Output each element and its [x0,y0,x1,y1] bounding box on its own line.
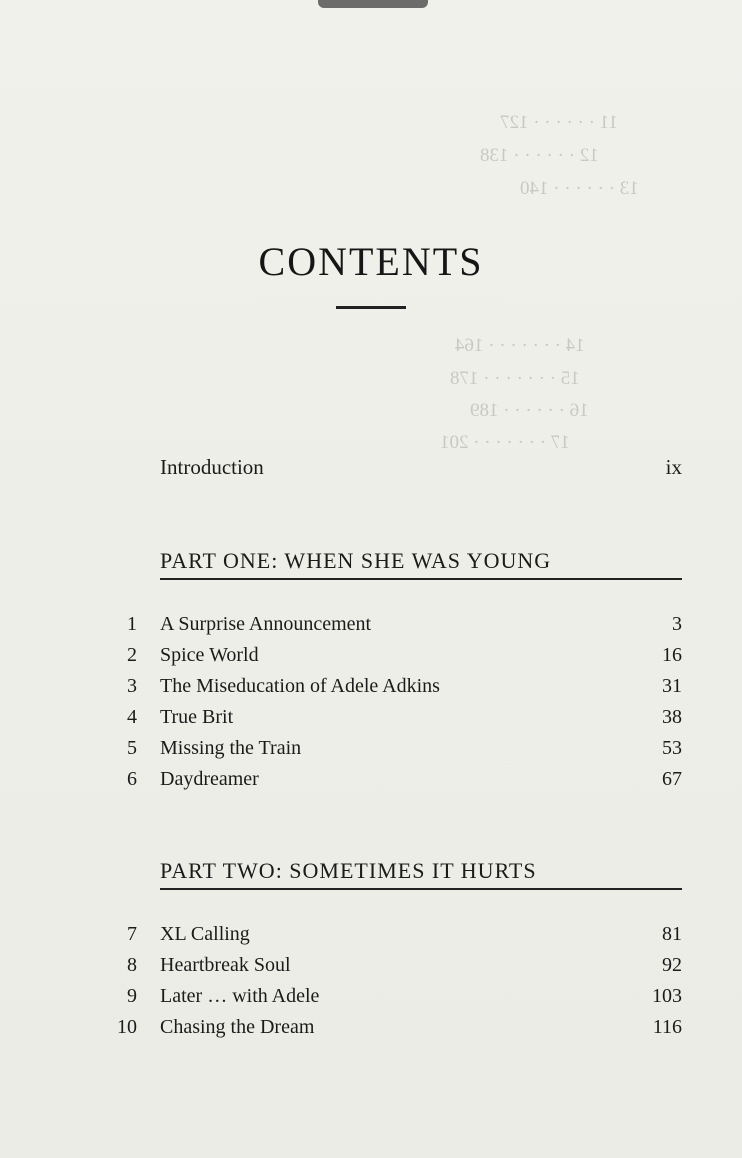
chapter-page: 67 [662,768,682,790]
chapter-page: 31 [662,675,682,697]
ghost-line: 13 · · · · · · 140 [520,178,639,199]
chapter-number: 10 [117,1016,137,1038]
chapter-number: 8 [127,954,137,976]
chapter-page: 53 [662,737,682,759]
chapter-number: 5 [127,737,137,759]
chapter-title: Missing the Train [160,737,302,759]
toc-entry [100,737,682,763]
chapter-page: 38 [662,706,682,728]
chapter-number: 6 [127,768,137,790]
chapter-number: 4 [127,706,137,728]
chapter-number: 9 [127,985,137,1007]
introduction-label: Introduction [160,455,264,479]
chapter-number: 1 [127,613,137,635]
toc-entry [100,985,682,1011]
ghost-line: 17 · · · · · · · 201 [440,432,570,453]
ghost-line: 11 · · · · · · 127 [500,112,619,133]
chapter-title: True Brit [160,706,234,728]
chapter-page: 81 [662,923,682,945]
toc-entry [100,675,682,701]
chapter-page: 16 [662,644,682,666]
page-title: CONTENTS [258,239,484,284]
chapter-page: 116 [652,1016,682,1038]
chapter-number: 3 [127,675,137,697]
chapter-number: 7 [127,923,137,945]
title-rule [336,306,406,309]
chapter-title: A Surprise Announcement [160,613,372,635]
toc-entry [100,1016,682,1042]
chapter-page: 103 [652,985,682,1007]
chapter-title: Later … with Adele [160,985,320,1007]
ghost-line: 16 · · · · · · 189 [470,400,589,421]
ghost-line: 14 · · · · · · · 164 [455,335,585,356]
chapter-title: The Miseducation of Adele Adkins [160,675,440,697]
toc-entry [100,954,682,980]
part-heading: PART TWO: SOMETIMES IT HURTS [160,858,682,890]
ghost-line: 15 · · · · · · · 178 [450,368,580,389]
toc-introduction [160,455,682,480]
toc-entry [100,923,682,949]
toc-entry [100,644,682,670]
chapter-title: Daydreamer [160,768,259,790]
introduction-page: ix [665,455,682,479]
toc-entry [100,768,682,794]
chapter-title: Heartbreak Soul [160,954,291,976]
chapter-page: 92 [662,954,682,976]
ghost-line: 12 · · · · · · 138 [480,145,599,166]
chapter-title: Spice World [160,644,259,666]
toc-entry [100,706,682,732]
toc-entry [100,613,682,639]
part-heading: PART ONE: WHEN SHE WAS YOUNG [160,548,682,580]
chapter-page: 3 [672,613,682,635]
top-smudge [318,0,428,8]
chapter-title: Chasing the Dream [160,1016,315,1038]
chapter-number: 2 [127,644,137,666]
chapter-title: XL Calling [160,923,250,945]
